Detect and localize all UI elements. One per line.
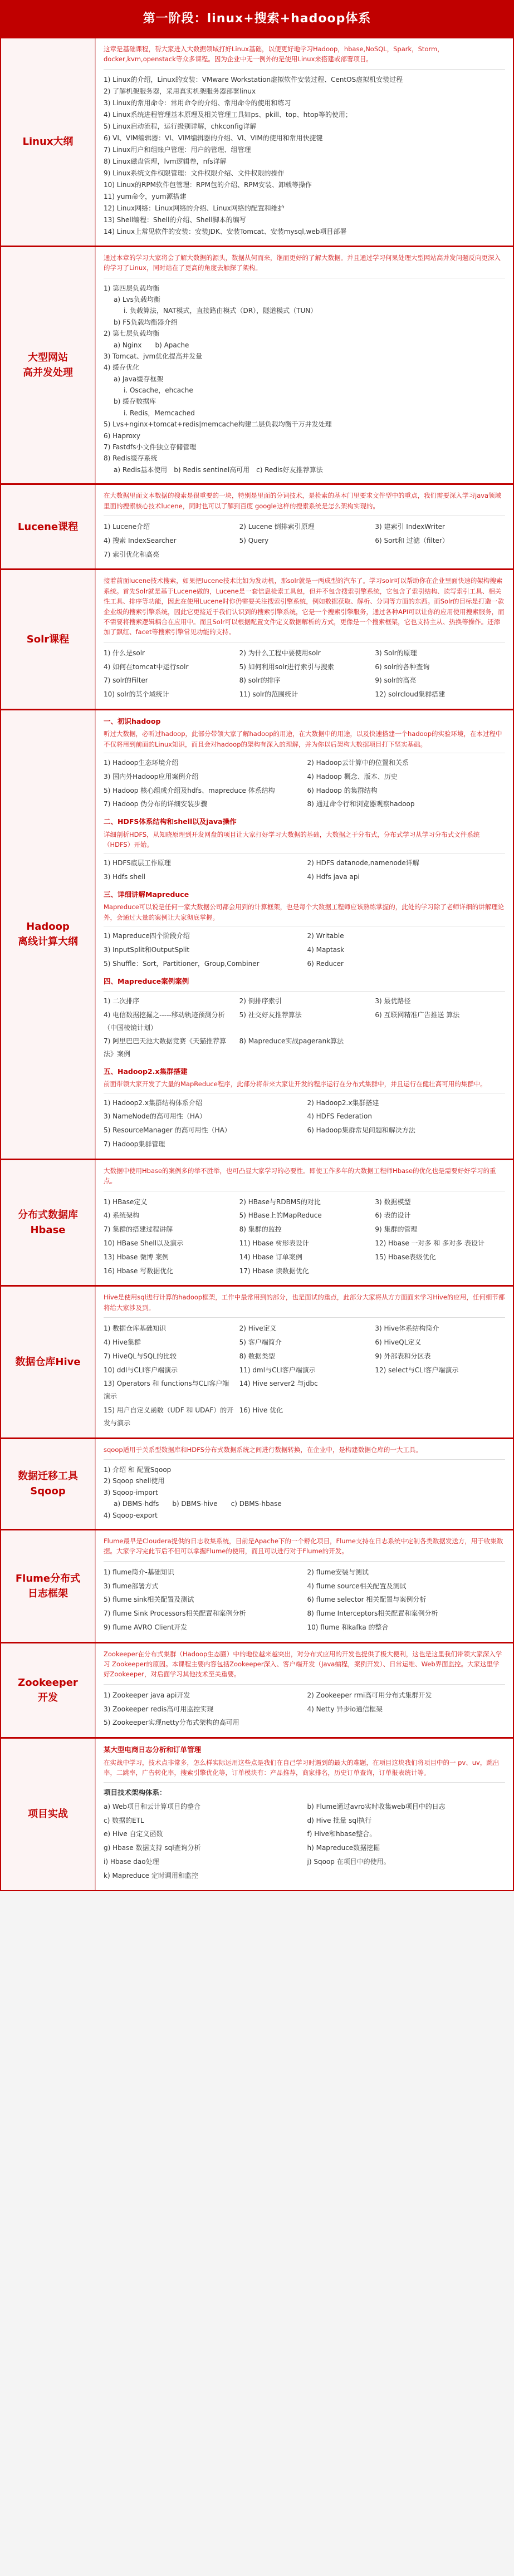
list-item: 2) Lucene 倒排索引原理 [239,522,315,531]
subsection-title: 四、Mapreduce案例案例 [104,977,189,985]
list-item: 3) 国内外Hadoop应用案例介绍 [104,772,199,781]
section-content [96,247,513,483]
subsection-intro: Mapreduce可以说是任何一家大数据公司都会用到的计算框架，也是每个大数据工程师应该熟练掌握的，此处的学习除了老师详细的讲解理论外，会通过大量的案例让大家彻底掌握。 [104,902,505,926]
section-content [96,710,513,1159]
subsection-title: 某大型电商日志分析和订单管理 [104,1745,202,1754]
section-title: 分布式数据库 Hbase [18,1209,78,1237]
list-item: 4) 系统架构 [104,1211,140,1220]
list-item: i. Oscache，ehcache [124,386,193,395]
list-item: 3) Tomcat、jvm优化提高并发量 [104,352,203,360]
list-item: 8) 集群的监控 [239,1225,282,1234]
list-item: 2) Writable [307,932,344,940]
topic-grid [104,1196,505,1278]
list-item: 4) 缓存优化 [104,364,140,372]
list-item: f) Hive和hbase整合。 [307,1830,376,1838]
section-label [1,1643,96,1738]
list-item: 9) flume AVRO Client开发 [104,1623,188,1631]
list-item: 14) Linux上常见软件的安装：安装JDK、安装Tomcat、安装mysql,web项目部署 [104,227,347,235]
list-item [375,1377,505,1403]
list-item: 5) Query [239,536,269,544]
list-item: 3) Solr的原理 [375,649,417,657]
list-item: 8) Redis缓存系统 [104,454,158,463]
section-label [1,1160,96,1285]
list-item: 1) flume简介-基础知识 [104,1568,174,1576]
subsection-intro: 详细剖析HDFS，从知晓原理到开发网盘的项目让大家打好学习大数据的基础，大数据之于分布式，分布式学习从学习分布式文件系统（HDFS）开始。 [104,830,505,854]
list-item: 5) Shuffle：Sort，Partitioner，Group,Combiner [104,959,260,968]
list-item: 7) flume Sink Processors相关配置和案例分析 [104,1610,246,1618]
topic-grid [104,1566,505,1634]
list-item: g) Hbase 数据支持 sql查询分析 [104,1844,201,1852]
section-title: Lucene课程 [17,521,79,533]
list-item: 1) HDFS底层工作原理 [104,859,171,867]
subsection-mapreduce [104,889,505,970]
list-item: 10) flume 和kafka 的整合 [307,1623,389,1631]
section-title: 数据仓库Hive [15,1356,81,1368]
list-item: 2) Zookeeper rmi高可用分布式集群开发 [307,1691,432,1699]
list-item: 8) Linux磁盘管理，lvm逻辑卷，nfs详解 [104,157,227,165]
list-item: 4) 如何在tomcat中运行solr [104,663,189,671]
list-item: h) Mapreduce数据挖掘 [307,1844,380,1852]
list-item: 9) 集群的管理 [375,1225,418,1234]
list-item: 1) Mapreduce四个阶段介绍 [104,932,190,940]
list-item: 14) Hive server2 与jdbc [239,1380,318,1388]
list-item: 2) flume安装与测试 [307,1568,369,1576]
list-item: 7) Fastdfs小文件独立存储管理 [104,443,197,452]
section-label [1,1439,96,1529]
list-item: 13) Operators 和 functions与CLI客户端演示 [104,1380,229,1401]
list-item: 2) 了解机架服务器，采用真实机架服务器部署linux [104,87,256,95]
list-item: 1) Hadoop生态环境介绍 [104,759,179,767]
list-item: 12) solrcloud集群搭建 [375,690,446,699]
list-item: 2) 倒排序索引 [239,997,282,1005]
subsection-intro: 听过大数据，必听过hadoop，此部分带领大家了解hadoop的用途，在大数据中的用途，以及快速搭建一个hadoop的实验环境，在本过程中不仅将用到前面的Linux知识，而且会对hadoop的架构有深入的理解，并为你以后架构大数据项目打下坚实基础。 [104,729,505,753]
section-intro: Zookeeper在分布式集群（Hadoop生态圈）中的地位越来越突出，对分布式应用的开发也提供了极大便利，这也是这里我们带领大家深入学习 Zookeeper的原因。本课程主要内容包括Zookeeper深入、客户端开发（Java编程，案例开发）、日常运维、Web界面监控。大家这里学好Zookeeper，对后面学习其他技术至关重要。 [104,1649,505,1685]
list-item: 1) 第四层负载均衡 [104,284,160,292]
list-item: 2) Hive定义 [239,1324,277,1333]
list-item: 17) Hbase 读数据优化 [239,1267,309,1275]
list-item: 5) Zookeeper实现netty分布式架构的高可用 [104,1719,239,1727]
subsection-intro-hadoop [104,716,505,811]
section-lucene [1,483,513,568]
list-item: 3) 最优路径 [375,997,411,1005]
page-title: 第一阶段：linux+搜索+hadoop体系 [1,1,513,37]
list-item: 1) 介绍 和 配置Sqoop [104,1465,172,1474]
list-item: 6) 互联网精准广告推送 算法 [375,1010,460,1019]
section-label [1,38,96,246]
section-title: 项目实战 [28,1808,68,1821]
subsection-mapreduce-cases [104,976,505,1061]
list-item: 15) Hbase表级优化 [375,1253,436,1261]
topic-grid [104,1097,505,1151]
section-content [96,1160,513,1285]
list-item: 11) Hbase 树形表设计 [239,1239,309,1248]
section-intro: 通过本章的学习大家将会了解大数据的源头，数据从何而来，继而更好的了解大数据。并且通过学习何果处理大型网站高并发问题反向更深入的学习了Linux，同时站在了更高的角度去触探了架构。 [104,253,505,278]
topic-tree [104,1464,505,1521]
list-item: b) 缓存数据库 [114,398,156,406]
list-item: 3) 建索引 IndexWriter [375,522,445,531]
section-title: Solr课程 [26,634,70,646]
section-label [1,1530,96,1642]
list-item: 12) Hbase 一对多 和 多对多 表设计 [375,1239,484,1248]
list-item: 4) Hdfs java api [307,873,360,881]
section-label [1,485,96,568]
list-item: 2) HDFS datanode,namenode详解 [307,859,419,867]
list-item: 6) solr的各种查询 [375,663,430,671]
list-item: 7) HiveQL与SQL的比较 [104,1352,177,1360]
section-sqoop [1,1437,513,1529]
section-hbase [1,1159,513,1285]
list-item: 8) solr的排序 [239,676,281,685]
list-item: 10) HBase Shell以及演示 [104,1239,184,1248]
topic-tree [104,283,505,476]
list-item: 11) dml与CLI客户端演示 [239,1366,316,1374]
list-item: 5) Lvs+nginx+tomcat+redis|memcache构建二层负载均衡千万并发处理 [104,420,332,429]
list-item: 5) Linux启动流程，运行级别详解，chkconfig详解 [104,122,257,130]
list-item: 3) InputSplit和OutputSplit [104,945,190,954]
list-item: b) F5负载均衡器介绍 [114,318,178,326]
list-item: 4) 搜索 IndexSearcher [104,536,177,544]
list-item: 7) 集群的搭建过程讲解 [104,1225,173,1234]
list-item: 10) ddl与CLI客户端演示 [104,1366,178,1374]
list-item: 7) Hadoop 伪分布的详细安装步骤 [104,800,208,808]
list-item: 1) Hadoop2.x集群结构体系介绍 [104,1098,202,1107]
topic-grid [104,1322,505,1429]
topic-grid [104,991,505,1061]
section-title: 数据迁移工具 Sqoop [18,1470,78,1498]
list-item: i) Hbase dao处理 [104,1857,159,1866]
list-item: 15) 用户自定义函数（UDF 和 UDAF）的开发与演示 [104,1406,234,1427]
list-item: 11) solr的范围统计 [239,690,298,699]
list-item: 6) Haproxy [104,431,140,440]
list-item: 4) HDFS Federation [307,1112,372,1121]
list-item: 13) Shell编程：Shell的介绍、Shell脚本的编写 [104,215,246,224]
section-content [96,1739,513,1890]
list-item: 4) Linux系统进程管理基本原理及相关管理工具如ps、pkill、top、htop等的使用； [104,110,352,119]
list-item: 7) Hadoop集群管理 [104,1140,165,1149]
list-item: 6) Sort和 过滤（filter） [375,536,449,544]
list-item: 2) 第七层负载均衡 [104,330,160,338]
list-item: 3) Linux的常用命令：常用命令的介绍、常用命令的使用和练习 [104,99,291,107]
list-item: 1) 什么是solr [104,649,145,657]
list-item: 10) solr的某个域统计 [104,690,169,699]
section-title: Linux大纲 [22,136,74,148]
list-item: 1) HBase定义 [104,1198,148,1206]
list-item: 5) ResourceManager 的高可用性（HA） [104,1126,231,1135]
list-item: 11) yum命令，yum源搭建 [104,192,187,200]
list-item: j) Sqoop 在项目中的使用。 [307,1857,390,1866]
section-content [96,38,513,246]
section-content [96,1439,513,1529]
list-item: 1) 数据仓库基础知识 [104,1324,167,1333]
list-item: 6) Reducer [307,959,344,968]
list-item: 5) flume sink相关配置及测试 [104,1596,194,1604]
section-solr [1,568,513,709]
section-content [96,570,513,709]
topic-grid [104,521,505,561]
list-item: 7) solr的Filter [104,676,148,685]
section-label [1,1287,96,1437]
topic-grid [104,930,505,970]
subsection-title: 五、Hadoop2.x集群搭建 [104,1067,188,1076]
list-item: 5) Hadoop 核心组成介绍及hdfs、mapreduce 体系结构 [104,786,275,794]
list-item: 1) Lucene介绍 [104,522,150,531]
list-item: a) Java缓存框架 [114,375,164,383]
list-item: 3) Hive体系结构简介 [375,1324,439,1333]
section-label [1,710,96,1159]
section-intro: 接着前面lucene技术搜索，如果把lucene技术比如为发动机，那solr就是一两成型的汽车了。学习solr可以帮助你在企业里面快速的架构搜索系统。首先Solr就是基于Lucene做的，Lucene是一套信息检索工具包，但并不包含搜索引擎系统，它包含了索引结构、读写索引工具、相关性工具、排序等功能，因此在使用Lucene时你仍需要关注搜索引擎系统，例如数据获取、解析、分词等方面的东西。而Solr的目标是打造一款企业级的搜索引擎系统，因此它更接近于我们认识到的搜索引擎系统，它是一个搜索引擎服务，通过各种API可以让你的应用使用搜索服务，而不需要将搜索逻辑耦合在应用中。而且Solr可以根据配置文件定义数据解析的方式，更像是一个搜索框架，它也支持主从、热换等操作。还添加了飘红、facet等搜索引擎常见功能的支持。 [104,576,505,642]
list-item: 5) 如何利用solr进行索引与搜索 [239,663,334,671]
list-item: 6) flume selector 相关配置与案例分析 [307,1596,427,1604]
section-title: 大型网站 高并发处理 [23,351,73,379]
list-item: a) Web项目和云计算项目的整合 [104,1802,201,1810]
list-item: 6) Hadoop集群常见问题和解决方法 [307,1126,415,1135]
section-intro: Hive是使用sql进行计算的hadoop框架，工作中最常用到的部分，也是面试的重点，此部分大家将从方方面面来学习Hive的应用，任何细节都将给大家涉及到。 [104,1292,505,1318]
list-item: 10) Linux的RPM软件包管理：RPM包的介绍、RPM安装、卸载等操作 [104,180,312,189]
list-item: i. 负载算法，NAT模式，直接路由模式（DR），隧道模式（TUN） [124,307,317,315]
list-item: 1) Linux的介绍，Linux的安装：VMware Workstation虚拟软件安装过程、CentOS虚拟机安装过程 [104,75,403,84]
list-item: a) DBMS-hdfs b) DBMS-hive c) DBMS-hbase [114,1500,282,1508]
section-high-concurrency [1,246,513,483]
list-item: 5) HBase上的MapReduce [239,1211,322,1220]
section-label [1,570,96,709]
section-title: Flume分布式 日志框架 [15,1572,81,1599]
subsection-intro: 前面带领大家开发了大量的MapReduce程序，此部分将带来大家让开发的程序运行在分布式集群中，并且运行在健壮高可用的集群中。 [104,1079,505,1093]
subsection-hadoop-cluster [104,1066,505,1151]
section-content [96,1643,513,1738]
topic-grid [104,1800,505,1882]
list-item: 3) flume部署方式 [104,1582,159,1590]
list-item: 1) 二次排序 [104,997,140,1005]
section-linux [1,37,513,246]
tech-architecture-title: 项目技术架构体系： [104,1788,167,1797]
subsection-hdfs [104,816,505,884]
list-item: 8) 数据类型 [239,1352,275,1360]
list-item: 16) Hive 优化 [239,1406,283,1414]
list-item: 4) 电信数据挖掘之-----移动轨迹预测分析（中国棱镜计划） [104,1010,225,1032]
section-content [96,485,513,568]
list-item: 2) HBase与RDBMS的对比 [239,1198,321,1206]
list-item: 4) Netty 异步io通信框架 [307,1705,383,1713]
section-label [1,1739,96,1890]
section-intro: 这章是基础课程，帮大家进入大数据领域打好Linux基础，以便更好地学习Hadoop，hbase,NoSQL，Spark，Storm，docker,kvm,openstack等众多课程。因为企业中无一例外的是使用Linux来搭建或部署项目。 [104,44,505,70]
section-content [96,1530,513,1642]
topic-list [104,74,505,238]
list-item: 4) Hive集群 [104,1338,141,1346]
list-item: 7) 索引优化和高亮 [104,550,160,558]
subsection-title: 一、初识hadoop [104,717,161,725]
list-item: 3) Zookeeper redis高可用监控实现 [104,1705,214,1713]
section-title: Hadoop 离线计算大纲 [18,921,78,948]
list-item: i. Redis，Memcached [124,409,195,417]
list-item: 9) 外部表和分区表 [375,1352,431,1360]
list-item: a) Redis基本使用 b) Redis sentinel高可用 c) Redis好友推荐算法 [114,465,323,474]
list-item: 4) Maptask [307,945,345,954]
list-item: 3) Sqoop-import [104,1488,158,1496]
list-item: a) Nginx b) Apache [114,341,189,349]
list-item: e) Hive 自定义函数 [104,1830,163,1838]
list-item: 8) flume Interceptors相关配置和案例分析 [307,1610,438,1618]
section-intro: 在大数据里面文本数据的搜索是很重要的一块，特别是里面的分词技术，是检索的基本门里要求文件型中的重点，我们需要深入学习java领域里面的搜索核心技术lucene，同时也可以了解到百度 google这样的搜索系统是怎么架构实现的。 [104,490,505,516]
list-item: 6) Hadoop 的集群结构 [307,786,378,794]
list-item: 6) VI、VIM编辑器：VI、VIM编辑器的介绍、VI、VIM的使用和常用快捷键 [104,134,323,142]
list-item: 16) Hbase 写数据优化 [104,1267,174,1275]
section-flume [1,1529,513,1642]
section-intro: sqoop适用于关系型数据库和HDFS分布式数据系统之间进行数据转换，在企业中，是构建数据仓库的一大工具。 [104,1445,505,1460]
list-item: 13) Hbase 微博 案例 [104,1253,169,1261]
list-item: 2) Hadoop云计算中的位置和关系 [307,759,409,767]
section-label [1,247,96,483]
list-item: 3) 数据模型 [375,1198,411,1206]
section-intro: 在实战中学习，技术点非常多，怎么样实际运用这些点是我们在自己学习时遇到的最大的难题，在项目这块我们将项目中的一 pv、uv，跳出率，二跳率，广告转化率，搜索引擎优化等，订单模块有：产品推荐，商家排名，历史订单查询，订单报表统计等。 [104,1758,505,1783]
section-project [1,1737,513,1890]
list-item: 3) NameNode的高可用性（HA） [104,1112,207,1121]
subsection-title: 二、HDFS体系结构和shell以及java操作 [104,817,237,826]
section-hive [1,1285,513,1437]
list-item: 9) Linux系统文件权限管理：文件权限介绍、文件权限的操作 [104,169,285,177]
list-item: 3) Hdfs shell [104,873,145,881]
topic-grid [104,757,505,811]
list-item: 12) select与CLI客户端演示 [375,1366,459,1374]
list-item: 4) Hadoop 概念、版本、历史 [307,772,398,781]
subsection-title: 三、详细讲解Mapreduce [104,890,189,899]
list-item: 6) HiveQL定义 [375,1338,422,1346]
list-item: b) Flume通过avro实时收集web项目中的日志 [307,1802,446,1810]
list-item: 4) Sqoop-export [104,1511,158,1519]
list-item: 2) Sqoop shell使用 [104,1477,165,1485]
section-intro: 大数据中使用Hbase的案例多的举不胜举，也可凸显大家学习的必要性。即使工作多年的大数据工程师Hbase的优化也是需要好好学习的重点。 [104,1166,505,1191]
list-item: 6) 表的设计 [375,1211,411,1220]
section-intro: Flume最早是Cloudera提供的日志收集系统，目前是Apache下的一个孵化项目，Flume支持在日志系统中定制各类数据发送方，用于收集数据。大家学习完此节后不但可以掌握Flume的使用，而且可以进行对于Flume的开发。 [104,1536,505,1562]
section-zookeeper [1,1642,513,1738]
list-item: 8) Mapreduce实战pagerank算法 [239,1037,344,1046]
list-item: a) Lvs负载均衡 [114,295,160,303]
list-item: d) Hive 批量 sql执行 [307,1816,372,1824]
list-item: 1) Zookeeper java api开发 [104,1691,190,1699]
list-item: k) Mapreduce 定时调用和监控 [104,1871,198,1880]
list-item: 5) 客户端简介 [239,1338,282,1346]
list-item: 12) Linux网络：Linux网络的介绍、Linux网络的配置和维护 [104,204,285,212]
list-item: c) 数据的ETL [104,1816,144,1824]
list-item: 2) Hadoop2.x集群搭建 [307,1098,379,1107]
topic-grid [104,1689,505,1729]
list-item: 7) 阿里巴巴天池大数据竞赛《天猫推荐算法》案例 [104,1037,227,1058]
section-hadoop [1,709,513,1159]
list-item: 4) flume source相关配置及测试 [307,1582,407,1590]
list-item: 2) 为什么工程中要使用solr [239,649,321,657]
list-item: 14) Hbase 订单案例 [239,1253,302,1261]
topic-grid [104,647,505,701]
section-content [96,1287,513,1437]
section-title: Zookeeper 开发 [18,1676,78,1704]
list-item: 9) solr的高亮 [375,676,417,685]
list-item: 7) Linux用户和组账户管理：用户的管理、组管理 [104,145,251,154]
topic-grid [104,857,505,884]
list-item: 5) 社交好友推荐算法 [239,1010,302,1019]
list-item: 8) 通过命令行和浏览器观察hadoop [307,800,415,808]
list-item [375,1404,505,1430]
